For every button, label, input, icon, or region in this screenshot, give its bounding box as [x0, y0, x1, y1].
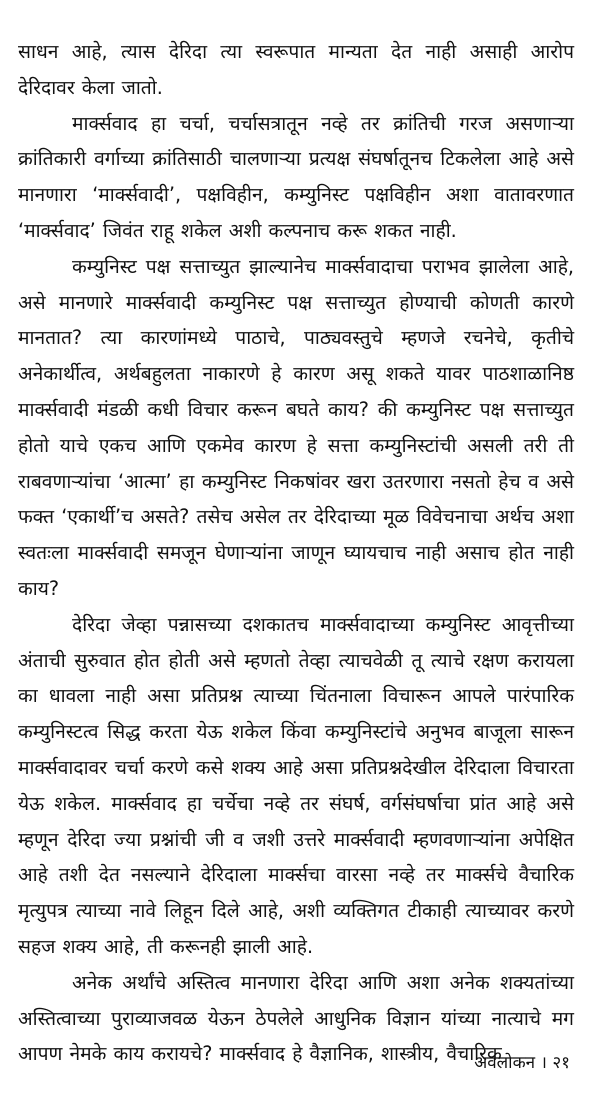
paragraph-multiple-meanings: अनेक अर्थांचे अस्तित्व मानणारा देरिदा आणि अशा अनेक शक्यतांच्या अस्तित्वाच्या पुराव्याजवळ येऊन ठेपलेले आधुनिक विज्ञान यांच्या नात्याचे मग आपण नेमके काय करायचे? मार्क्सवाद हे वैज्ञानिक, शास्त्रीय, वैचारिक — [18, 970, 574, 1066]
paragraph-continuation: साधन आहे, त्यास देरिदा त्या स्वरूपात मान्यता देत नाही असाही आरोप देरिदावर केला जातो. — [18, 40, 574, 99]
page-footer: अवलोकन । २१ — [474, 1053, 570, 1073]
paragraph-marxism-struggle: मार्क्सवाद हा चर्चा, चर्चासत्रातून नव्हे तर क्रांतिची गरज असणाऱ्या क्रांतिकारी वर्गाच्या क्रांतिसाठी चालणाऱ्या प्रत्यक्ष संघर्षातूनच टिकलेला आहे असे मानणारा ‘मार्क्सवादी’, पक्षविहीन, कम्युनिस्ट पक्षविहीन अशा वातावरणात ‘मार्क्सवाद’ जिवंत राहू शकेल अशी कल्पनाच करू शकत नाही. — [18, 111, 574, 242]
paragraph-derrida-fifties: देरिदा जेव्हा पन्नासच्या दशकातच मार्क्सवादाच्या कम्युनिस्ट आवृत्तीच्या अंताची सुरुवात होत होती असे म्हणतो तेव्हा त्याचवेळी तू त्याचे रक्षण करायला का धावला नाही असा प्रतिप्रश्न त्याच्या चिंतनाला विचारून आपले पारंपारिक कम्युनिस्टत्व सिद्ध करता येऊ शकेल किंवा कम्युनिस्टांचे अनुभव बाजूला सारून मार्क्सवादावर चर्चा करणे कसे शक्य आहे असा प्रतिप्रश्नदेखील देरिदाला विचारता येऊ शकेल. मार्क्सवाद हा चर्चेचा नव्हे तर संघर्ष, वर्गसंघर्षाचा प्रांत आहे असे म्हणून देरिदा ज्या प्रश्नांची जी व जशी उत्तरे मार्क्सवादी म्हणवणाऱ्यांना अपेक्षित आहे तशी देत नसल्याने देरिदाला मार्क्सचा वारसा नव्हे तर मार्क्सचे वैचारिक मृत्युपत्र त्याच्या नावे लिहून दिले आहे, अशी व्यक्तिगत टीकाही त्याच्यावर करणे सहज शक्य आहे, ती करूनही झाली आहे. — [18, 612, 574, 958]
paragraph-party-defeat: कम्युनिस्ट पक्ष सत्ताच्युत झाल्यानेच मार्क्सवादाचा पराभव झालेला आहे, असे मानणारे मार्क्सवादी कम्युनिस्ट पक्ष सत्ताच्युत होण्याची कोणती कारणे मानतात? त्या कारणांमध्ये पाठाचे, पाठ्यवस्तुचे म्हणजे रचनेचे, कृतीचे अनेकार्थीत्व, अर्थबहुलता नाकारणे हे कारण असू शकते यावर पाठशाळानिष्ठ मार्क्सवादी मंडळी कधी विचार करून बघते काय? की कम्युनिस्ट पक्ष सत्ताच्युत होतो याचे एकच आणि एकमेव कारण हे सत्ता कम्युनिस्टांची असली तरी ती राबवणाऱ्यांचा ‘आत्मा’ हा कम्युनिस्ट निकषांवर खरा उतरणारा नसतो हेच व असे फक्त ‘एकार्थी’च असते? तसेच असेल तर देरिदाच्या मूळ विवेचनाचा अर्थच अशा स्वतःला मार्क्सवादी समजून घेणाऱ्यांना जाणून घ्यायचाच नाही असाच होत नाही काय? — [18, 254, 574, 600]
